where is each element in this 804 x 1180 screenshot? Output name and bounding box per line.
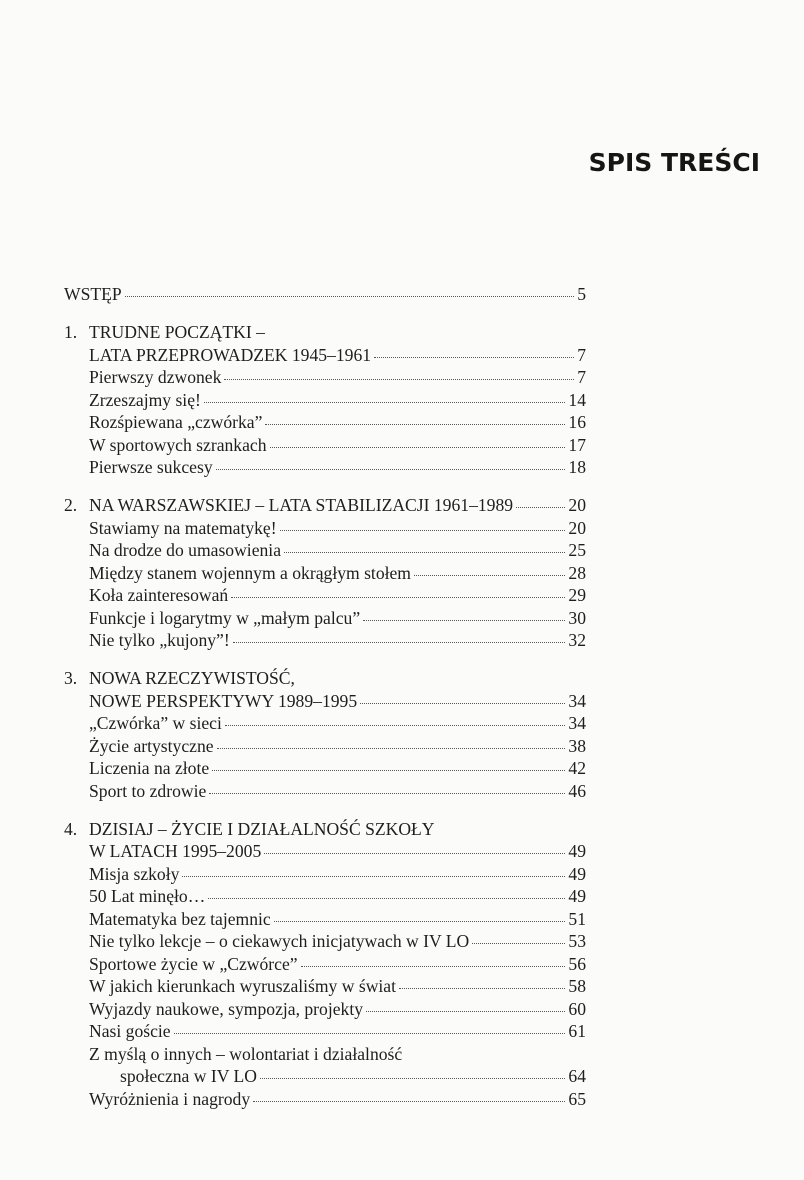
toc-page-number: 46 <box>568 780 586 801</box>
dot-leader <box>270 447 566 448</box>
toc-page-number: 34 <box>568 690 586 711</box>
toc-page-number: 7 <box>577 344 586 365</box>
toc-entry-label: Misja szkoły <box>89 863 180 884</box>
toc-entry-label: Sportowe życie w „Czwórce” <box>89 953 298 974</box>
chapter-number: 4. <box>64 818 78 839</box>
dot-leader <box>204 402 566 403</box>
dot-leader <box>284 552 565 553</box>
toc-entry-label: Liczenia na złote <box>89 758 210 778</box>
toc-entry-label: LATA PRZEPROWADZEK 1945–1961 <box>89 344 372 365</box>
toc-entry-label: NOWE PERSPEKTYWY 1989–1995 <box>89 690 358 711</box>
dot-leader <box>374 357 574 358</box>
toc-entry <box>64 735 586 758</box>
toc-entry <box>64 366 586 389</box>
chapter-number: 1. <box>64 322 78 342</box>
toc-entry-label: Pierwsze sukcesy <box>89 457 213 477</box>
toc-entry <box>64 517 586 540</box>
toc-page-number: 42 <box>568 758 586 778</box>
toc-page-number: 65 <box>568 1088 586 1109</box>
toc-page-number: 20 <box>568 495 586 515</box>
dot-leader <box>253 1101 565 1102</box>
dot-leader <box>231 597 565 598</box>
toc-page-number: 7 <box>577 367 586 387</box>
dot-leader <box>280 530 566 531</box>
toc-entry <box>64 434 586 457</box>
toc-entry <box>64 998 586 1021</box>
toc-page-number: 32 <box>568 630 586 650</box>
toc-page-number: 30 <box>568 607 586 628</box>
toc-entry-label: Wyjazdy naukowe, sympozja, projekty <box>89 998 364 1019</box>
toc-entry <box>64 389 586 412</box>
toc-page-number: 20 <box>568 517 586 538</box>
chapter-title-part: DZISIAJ – ŻYCIE I DZIAŁALNOŚĆ SZKOŁY <box>89 818 435 839</box>
chapter-heading-line <box>64 344 586 367</box>
toc-page-number: 38 <box>568 735 586 756</box>
chapter-number: 3. <box>64 668 78 688</box>
toc-entry <box>64 1088 586 1111</box>
toc-page-number: 14 <box>568 389 586 410</box>
toc-entry-label: W LATACH 1995–2005 <box>89 841 262 861</box>
dot-leader <box>174 1033 566 1034</box>
dot-leader <box>472 943 565 944</box>
toc-entry-label: Nie tylko „kujony”! <box>89 630 230 650</box>
chapter-heading-line <box>64 494 586 517</box>
dot-leader <box>233 642 566 643</box>
chapter-heading-line <box>64 818 586 841</box>
toc-page-number: 56 <box>568 953 586 974</box>
dot-leader <box>301 966 566 967</box>
toc-entry <box>64 863 586 886</box>
toc-entry <box>64 712 586 735</box>
toc-page-number: 51 <box>568 908 586 929</box>
toc-page-number: 49 <box>568 841 586 861</box>
toc-page-number: 5 <box>577 284 586 304</box>
toc-entry <box>64 975 586 998</box>
toc-entry <box>64 456 586 479</box>
dot-leader <box>212 770 565 771</box>
toc-entry-label: „Czwórka” w sieci <box>89 713 222 733</box>
toc-entry-label: Życie artystyczne <box>89 735 214 756</box>
toc-entry <box>64 539 586 562</box>
toc-chapter-4 <box>64 818 586 1111</box>
table-of-contents <box>64 283 586 1110</box>
toc-entry <box>64 757 586 780</box>
dot-leader <box>209 793 565 794</box>
toc-entry <box>64 953 586 976</box>
chapter-title-part: NA WARSZAWSKIEJ – LATA STABILIZACJI 1961–1989 <box>89 495 514 515</box>
toc-page-number: 18 <box>568 457 586 477</box>
toc-entry <box>64 885 586 908</box>
dot-leader <box>360 703 565 704</box>
toc-entry-label: Wyróżnienia i nagrody <box>89 1088 251 1109</box>
page-title: SPIS TREŚCI <box>588 148 760 177</box>
toc-page-number: 58 <box>568 976 586 996</box>
dot-leader <box>414 575 565 576</box>
toc-entry <box>64 1020 586 1043</box>
chapter-heading-line <box>64 690 586 713</box>
toc-chapter-1 <box>64 321 586 479</box>
toc-entry-label: Rozśpiewana „czwórka” <box>89 412 263 432</box>
toc-chapter-3 <box>64 667 586 802</box>
toc-entry-label: Koła zainteresowań <box>89 585 229 605</box>
toc-entry <box>64 562 586 585</box>
chapter-title-part: TRUDNE POCZĄTKI – <box>89 322 265 342</box>
dot-leader <box>125 296 575 297</box>
toc-page-number: 34 <box>568 713 586 733</box>
toc-entry-label: Na drodze do umasowienia <box>89 540 282 560</box>
dot-leader <box>363 620 565 621</box>
toc-page-number: 17 <box>568 434 586 455</box>
chapter-title-part: NOWA RZECZYWISTOŚĆ, <box>89 668 295 688</box>
dot-leader <box>516 507 565 508</box>
chapter-heading-line <box>64 667 586 690</box>
toc-entry-label: społeczna w IV LO <box>120 1066 257 1086</box>
toc-entry-line: Z myślą o innych – wolontariat i działalność <box>89 1043 403 1064</box>
toc-entry <box>64 411 586 434</box>
toc-page-number: 64 <box>568 1066 586 1086</box>
toc-entry-label: Matematyka bez tajemnic <box>89 908 271 929</box>
toc-entry <box>64 584 586 607</box>
toc-page-number: 25 <box>568 540 586 560</box>
toc-entry-label: W jakich kierunkach wyruszaliśmy w świat <box>89 976 396 996</box>
dot-leader <box>265 424 565 425</box>
dot-leader <box>274 921 566 922</box>
toc-page-number: 16 <box>568 412 586 432</box>
toc-entry-label: Sport to zdrowie <box>89 780 207 801</box>
toc-entry <box>64 629 586 652</box>
toc-entry <box>64 908 586 931</box>
toc-entry-label: Nie tylko lekcje – o ciekawych inicjatywach w IV LO <box>89 931 470 951</box>
toc-chapter-2 <box>64 494 586 652</box>
toc-entry <box>64 607 586 630</box>
toc-entry-label: 50 Lat minęło… <box>89 886 206 906</box>
toc-entry-label <box>64 494 513 517</box>
toc-page-number: 60 <box>568 998 586 1019</box>
dot-leader <box>182 876 565 877</box>
toc-entry-label: W sportowych szrankach <box>89 434 267 455</box>
toc-page-number: 61 <box>568 1021 586 1041</box>
toc-page-number: 49 <box>568 886 586 906</box>
toc-entry <box>64 780 586 803</box>
toc-entry-label: WSTĘP <box>64 284 122 304</box>
dot-leader <box>399 988 565 989</box>
toc-entry-label: Pierwszy dzwonek <box>89 367 222 387</box>
dot-leader <box>260 1078 565 1079</box>
toc-entry-label: Funkcje i logarytmy w „małym palcu” <box>89 607 361 628</box>
chapter-number: 2. <box>64 495 78 515</box>
toc-entry-label: Zrzeszajmy się! <box>89 389 201 410</box>
toc-entry-intro <box>64 283 586 306</box>
dot-leader <box>225 725 566 726</box>
chapter-heading-line <box>64 840 586 863</box>
toc-page-number: 49 <box>568 863 586 884</box>
dot-leader <box>217 748 566 749</box>
toc-page-number: 28 <box>568 562 586 583</box>
toc-page-number: 29 <box>568 585 586 605</box>
toc-entry-label: Między stanem wojennym a okrągłym stołem <box>89 562 411 583</box>
toc-entry <box>64 1065 586 1088</box>
dot-leader <box>264 853 565 854</box>
dot-leader <box>366 1011 565 1012</box>
toc-entry-label: Stawiamy na matematykę! <box>89 517 277 538</box>
toc-entry <box>64 930 586 953</box>
dot-leader <box>224 379 574 380</box>
dot-leader <box>208 898 565 899</box>
dot-leader <box>216 469 566 470</box>
toc-page-number: 53 <box>568 931 586 951</box>
toc-entry-label: Nasi goście <box>89 1021 171 1041</box>
chapter-heading-line <box>64 321 586 344</box>
